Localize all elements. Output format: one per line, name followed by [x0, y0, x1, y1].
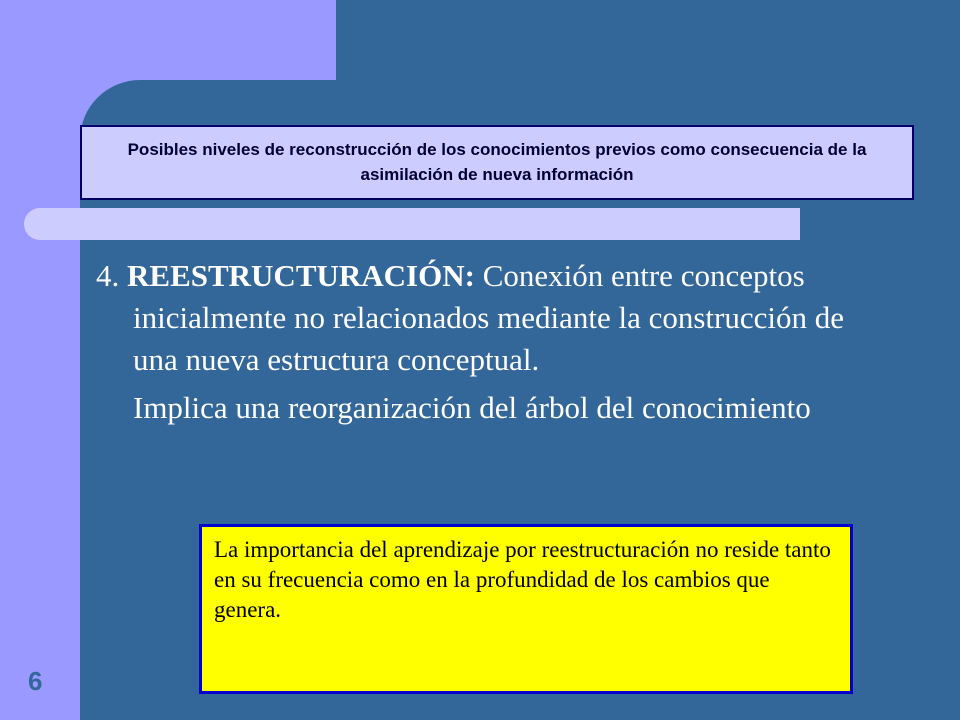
item-number: 4. — [96, 258, 120, 293]
left-accent-band — [0, 0, 80, 720]
title-underline-bar — [24, 208, 800, 240]
numbered-item — [96, 255, 896, 381]
slide-title-box — [80, 125, 914, 200]
slide-title: Posibles niveles de reconstrucción de los conocimientos previos como consecuencia de la asimilación de nueva información — [127, 139, 867, 184]
note-text: La importancia del aprendizaje por reestructuración no reside tanto en su frecuencia como en la profundidad de los cambios que genera. — [214, 537, 831, 622]
item-definition: Conexión entre conceptos inicialmente no relacionados mediante la construcción de una nueva estructura conceptual. — [133, 258, 845, 377]
top-accent-band — [0, 0, 336, 80]
slide-number: 6 — [28, 666, 43, 696]
implication-paragraph: Implica una reorganización del árbol del conocimiento — [133, 390, 811, 425]
item-keyword: REESTRUCTURACIÓN: — [127, 258, 475, 293]
body-content — [96, 255, 896, 429]
highlight-note-box — [199, 524, 853, 694]
